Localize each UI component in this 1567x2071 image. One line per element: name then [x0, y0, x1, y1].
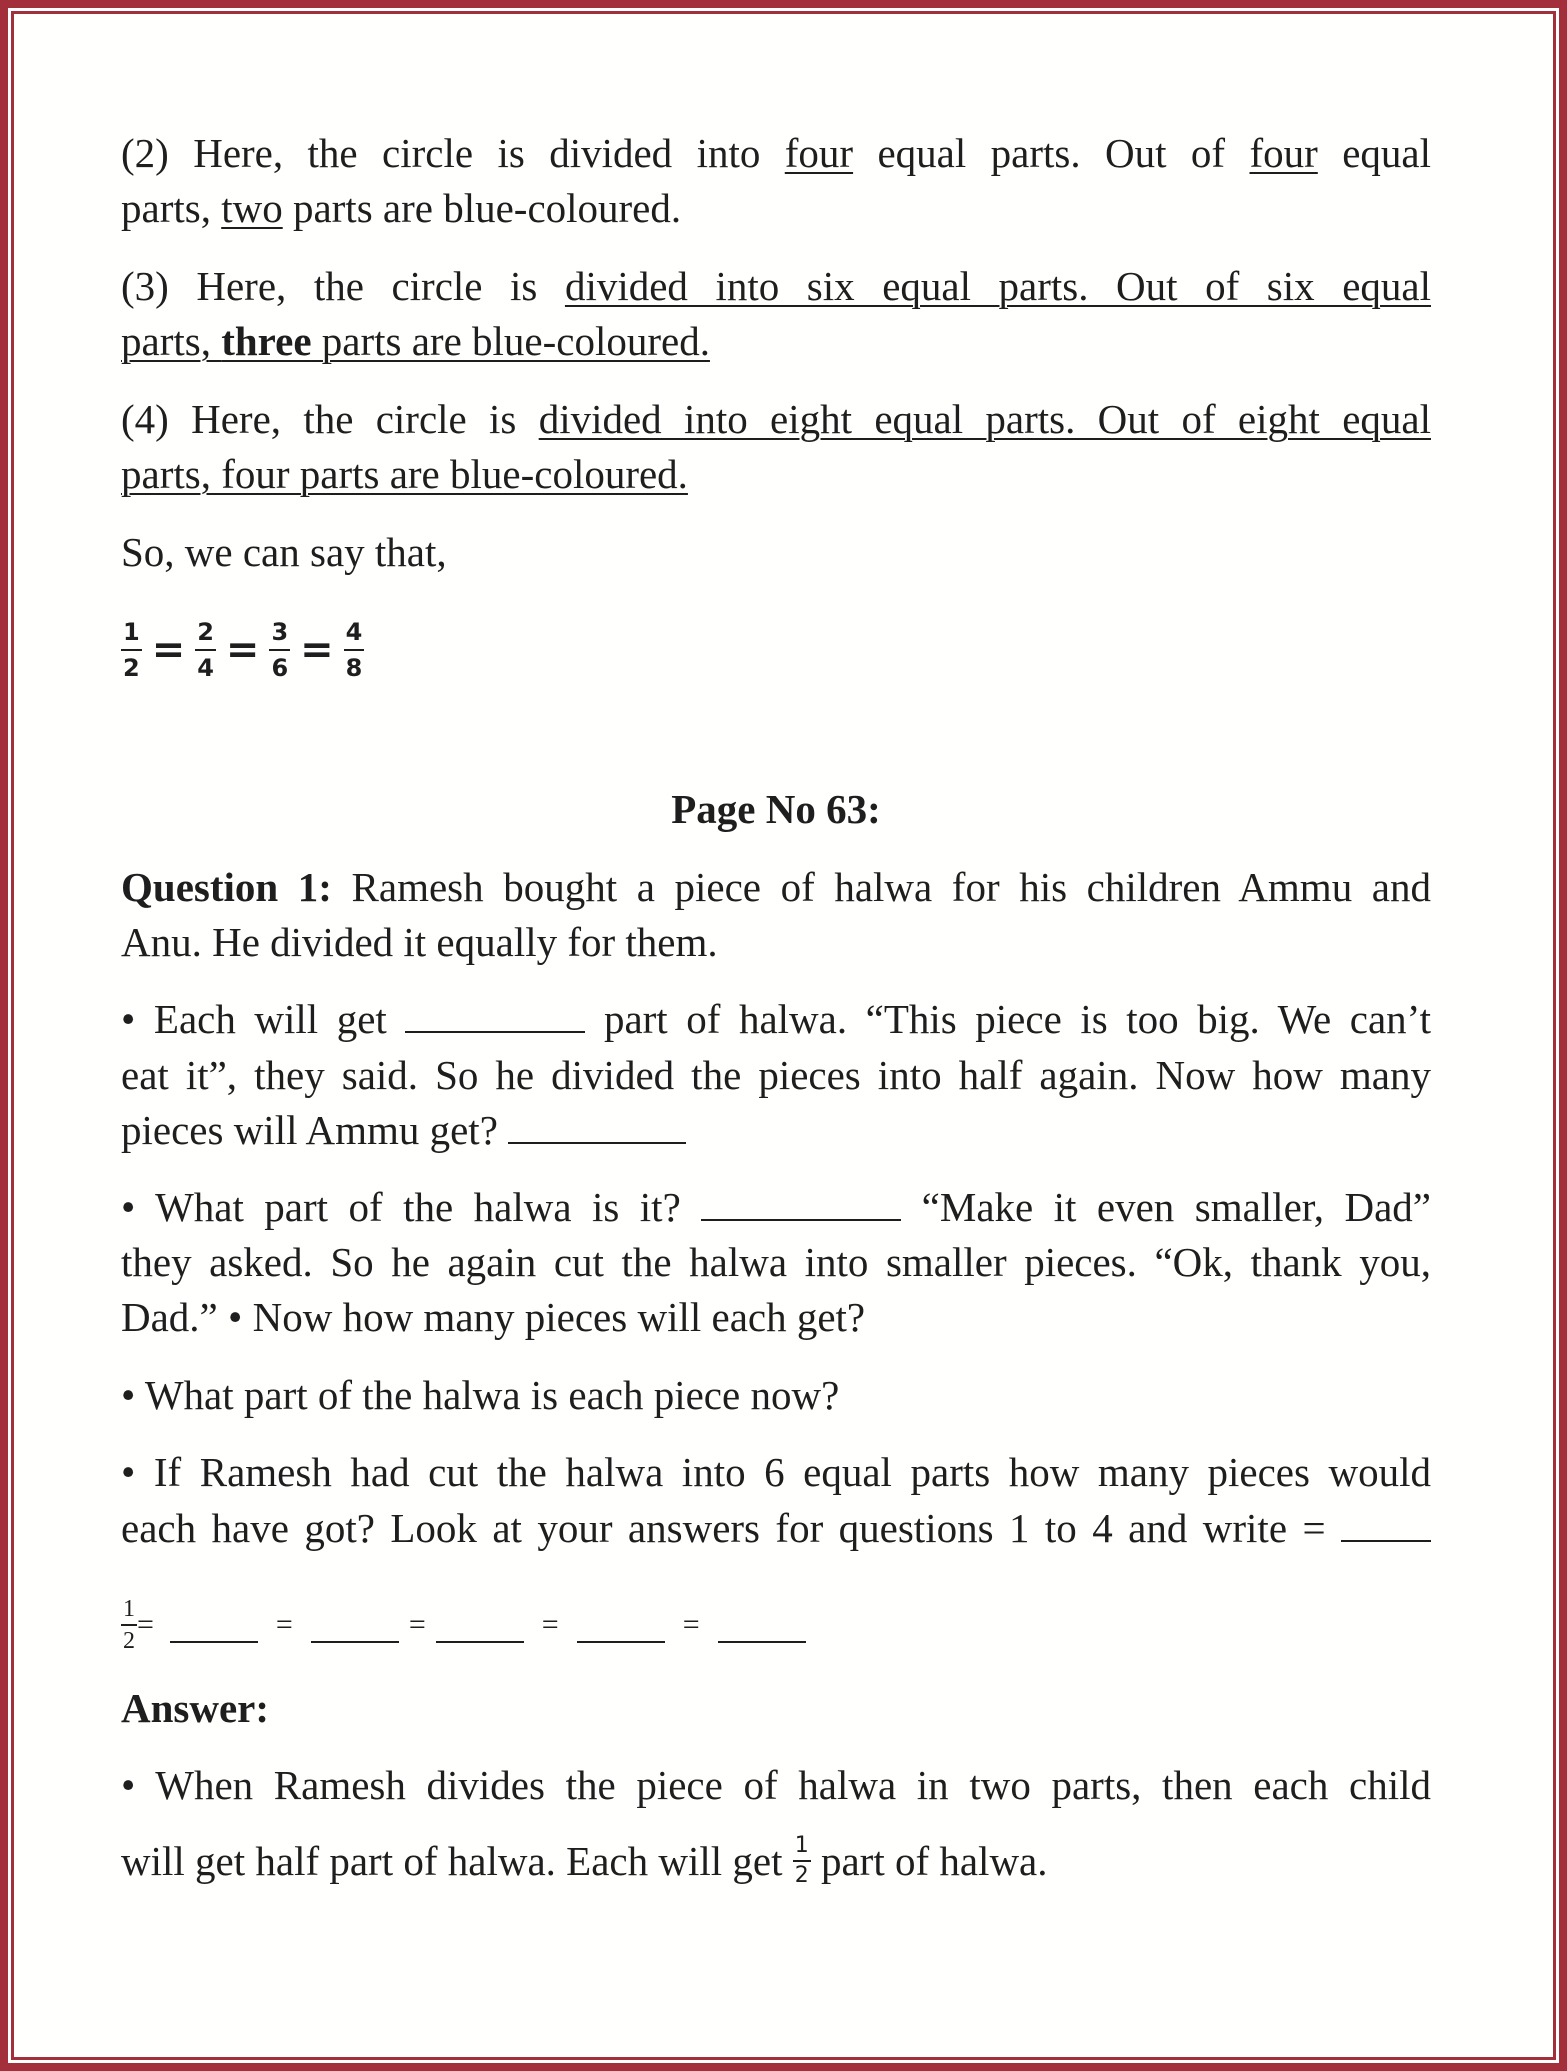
- answer-blank[interactable]: [701, 1215, 901, 1221]
- numerator: 2: [197, 617, 214, 646]
- item-4-line-1: [121, 396, 1431, 442]
- text: (2) Here, the circle is divided into: [121, 130, 785, 176]
- fraction-bar: [269, 649, 290, 651]
- underlined-phrase: parts, four parts are blue-coloured.: [121, 451, 688, 497]
- text: part of halwa.: [810, 1837, 1048, 1884]
- fraction-equivalence: [121, 605, 1431, 695]
- numerator: 1: [794, 1832, 809, 1858]
- text: “Make it even smaller, Dad”: [901, 1184, 1431, 1230]
- fraction: [121, 619, 142, 682]
- answer-blank[interactable]: [311, 1637, 399, 1643]
- text: parts are blue-coloured.: [282, 185, 682, 231]
- conclusion-text: So, we can say that,: [121, 529, 447, 575]
- denominator: 6: [271, 654, 289, 682]
- item-3-line-1: [121, 263, 1431, 309]
- numerator: 3: [271, 617, 289, 646]
- equals-sign: =: [300, 627, 334, 673]
- numerator: 4: [345, 617, 363, 646]
- bullet-2-line-1: [121, 1184, 1431, 1230]
- denominator: 8: [345, 654, 363, 682]
- underlined-word: two: [221, 185, 283, 231]
- fraction: [121, 1596, 137, 1655]
- answer-blank[interactable]: [405, 1027, 585, 1033]
- equals-sign: =: [151, 627, 186, 673]
- fraction: [793, 1834, 811, 1888]
- denominator: 4: [197, 654, 214, 682]
- equals-sign: =: [541, 1608, 559, 1641]
- text: (3) Here, the circle is: [121, 263, 565, 309]
- text: parts are blue-coloured.: [311, 318, 710, 364]
- item-3-line-2: [121, 318, 1431, 364]
- fraction-bar: [344, 649, 365, 651]
- answer-heading: Answer:: [121, 1685, 270, 1731]
- answer-blank[interactable]: [718, 1637, 806, 1643]
- text: Ramesh bought a piece of halwa for his children Ammu and: [331, 864, 1431, 910]
- numerator: 1: [123, 617, 140, 646]
- fraction-bar: [121, 1624, 137, 1626]
- question-label: Question 1:: [121, 864, 332, 910]
- equals-sign: =: [225, 627, 260, 673]
- text: will get half part of halwa. Each will get: [121, 1837, 793, 1884]
- answer-blank[interactable]: [436, 1637, 524, 1643]
- equals-sign: =: [137, 1608, 154, 1641]
- text: pieces will Ammu get?: [121, 1107, 509, 1153]
- bullet-2-line-2: they asked. So he again cut the halwa into smaller pieces. “Ok, thank you,: [121, 1239, 1431, 1285]
- fraction-bar: [121, 649, 142, 651]
- text: equal: [1317, 130, 1431, 176]
- text: • What part of the halwa is it?: [121, 1184, 702, 1230]
- text: parts,: [121, 318, 222, 364]
- text: • Each will get: [121, 996, 406, 1042]
- underlined-phrase: divided into eight equal parts. Out of eight equal: [538, 396, 1431, 442]
- bullet-1-line-3: [121, 1107, 1431, 1153]
- question-1-line-2: Anu. He divided it equally for them.: [121, 919, 718, 965]
- text: equal parts. Out of: [853, 130, 1250, 176]
- equals-sign: =: [408, 1608, 426, 1641]
- text: parts,: [121, 185, 222, 231]
- underlined-word: four: [1249, 130, 1318, 176]
- denominator: 2: [123, 1628, 135, 1654]
- text: part of halwa. “This piece is too big. We can’t: [585, 996, 1431, 1042]
- equals-sign: =: [682, 1608, 700, 1641]
- answer-blank[interactable]: [170, 1637, 258, 1643]
- denominator: 2: [794, 1863, 809, 1888]
- underlined-phrase: divided into six equal parts. Out of six equal: [564, 263, 1431, 309]
- fraction: [269, 619, 290, 682]
- answer-blank[interactable]: [577, 1637, 665, 1643]
- question-1-line-1: [121, 864, 1431, 910]
- text: each have got? Look at your answers for questions 1 to 4 and write =: [121, 1505, 1341, 1551]
- answer-blank[interactable]: [1341, 1536, 1431, 1542]
- page-heading: Page No 63:: [671, 786, 881, 832]
- numerator: 1: [123, 1595, 135, 1622]
- answer-line-2: [121, 1816, 1431, 1906]
- bullet-4-line-2: [121, 1505, 1431, 1551]
- item-2-line-2: [121, 185, 1431, 231]
- bold-word: three: [221, 318, 312, 364]
- underlined-word: four: [784, 130, 854, 176]
- fraction: [195, 619, 216, 682]
- item-4-line-2: [121, 451, 1431, 497]
- text: (4) Here, the circle is: [121, 396, 539, 442]
- bullet-2-line-3: Dad.” • Now how many pieces will each get?: [121, 1294, 866, 1340]
- fraction: [344, 619, 365, 682]
- item-2-line-1: [121, 130, 1431, 176]
- bullet-4-line-1: • If Ramesh had cut the halwa into 6 equal parts how many pieces would: [121, 1449, 1431, 1495]
- equals-sign: =: [275, 1608, 293, 1641]
- fraction-bar: [195, 649, 216, 651]
- answer-line-1: • When Ramesh divides the piece of halwa in two parts, then each child: [121, 1762, 1431, 1808]
- fraction-bar: [793, 1860, 811, 1862]
- answer-blank[interactable]: [508, 1138, 686, 1144]
- denominator: 2: [123, 654, 140, 682]
- bullet-1-line-1: [121, 996, 1431, 1042]
- bullet-1-line-2: eat it”, they said. So he divided the pieces into half again. Now how many: [121, 1052, 1431, 1098]
- fraction-fill-row: [121, 1585, 1431, 1665]
- bullet-3: • What part of the halwa is each piece now?: [121, 1372, 840, 1418]
